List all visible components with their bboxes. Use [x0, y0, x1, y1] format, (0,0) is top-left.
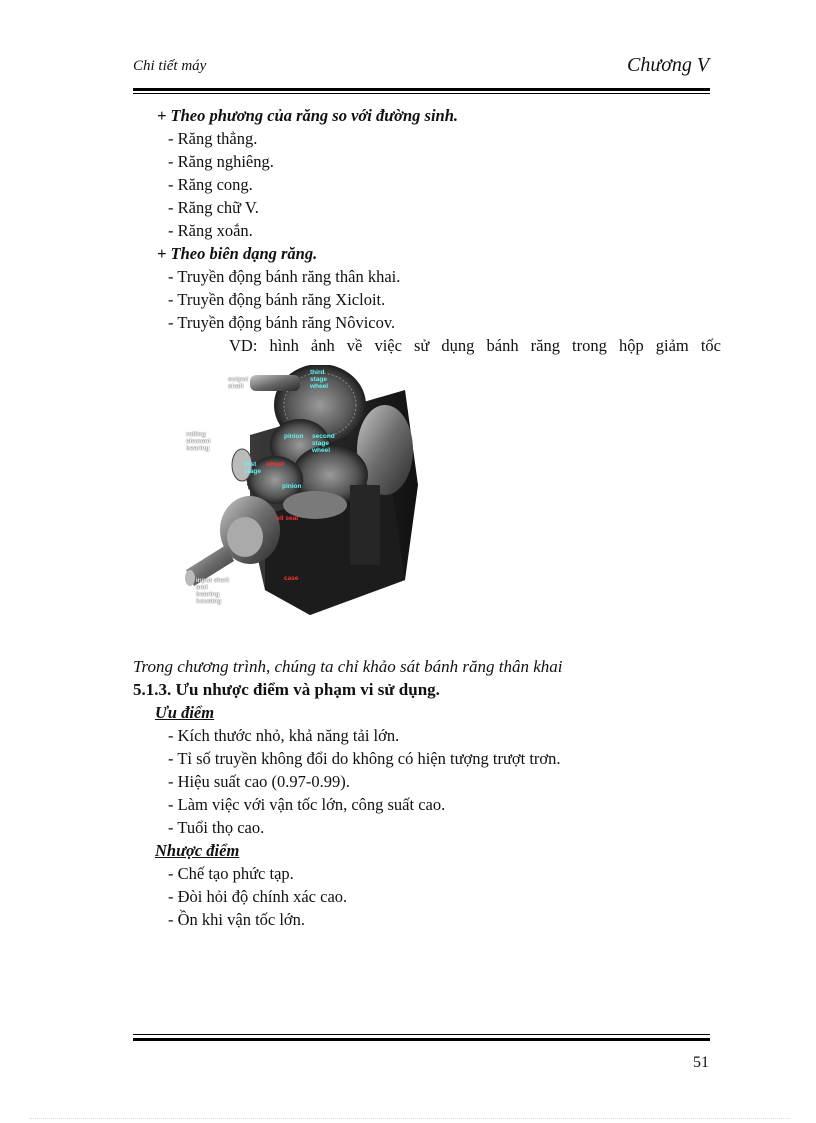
- list-item: - Làm việc với vận tốc lớn, công suất cao.: [168, 795, 446, 814]
- label-third-stage-wheel: third stage wheel: [310, 369, 329, 390]
- list-item: - Tuổi thọ cao.: [168, 818, 265, 837]
- page-number: 51: [693, 1054, 709, 1071]
- heading-tooth-direction: + Theo phương của răng so với đường sinh.: [157, 106, 459, 125]
- header-book-title: Chi tiết máy: [133, 58, 207, 74]
- heading-tooth-profile: + Theo biên dạng răng.: [157, 244, 318, 263]
- example-caption: VD: hình ảnh về việc sử dụng bánh răng trong hộp giảm tốc: [229, 336, 721, 355]
- footer-rule-thick: [133, 1038, 710, 1041]
- involute-note: Trong chương trình, chúng ta chỉ khảo sát bánh răng thân khai: [133, 657, 563, 676]
- footer-rule-thin: [133, 1034, 710, 1035]
- list-item: - Tỉ số truyền không đổi do không có hiện tượng trượt trơn.: [168, 749, 561, 768]
- label-case: case: [284, 575, 299, 582]
- advantages-title: Ưu điểm: [155, 703, 215, 722]
- list-item: - Truyền động bánh răng Nôvicov.: [168, 313, 396, 332]
- list-item: - Đòi hỏi độ chính xác cao.: [168, 887, 348, 906]
- label-oil-seal: oil seal: [276, 515, 299, 522]
- disadvantages-title: Nhược điểm: [155, 841, 240, 860]
- gearbox-figure: [180, 365, 420, 620]
- header-rule-thin: [133, 93, 710, 94]
- page-edge: [30, 1118, 790, 1119]
- list-item: - Ồn khi vận tốc lớn.: [168, 910, 306, 929]
- label-input-shaft: input shaft and bearing housing: [196, 577, 230, 605]
- list-item: - Truyền động bánh răng Xicloit.: [168, 290, 386, 309]
- label-second-stage-wheel: second stage wheel: [312, 433, 335, 454]
- label-wheel: wheel: [266, 461, 285, 468]
- list-item: - Hiệu suất cao (0.97-0.99).: [168, 772, 350, 791]
- list-item: - Truyền động bánh răng thân khai.: [168, 267, 401, 286]
- list-item: - Chế tạo phức tạp.: [168, 864, 294, 883]
- list-item: - Răng cong.: [168, 175, 253, 194]
- list-item: - Răng xoắn.: [168, 221, 253, 240]
- label-output-shaft: output shaft: [228, 376, 249, 390]
- header-chapter: Chương V: [627, 54, 710, 76]
- list-item: - Kích thước nhỏ, khả năng tải lớn.: [168, 726, 400, 745]
- label-pinion: pinion: [284, 433, 304, 440]
- list-item: - Răng thẳng.: [168, 129, 258, 148]
- list-item: - Răng nghiêng.: [168, 152, 274, 171]
- section-title: 5.1.3. Ưu nhược điểm và phạm vi sử dụng.: [133, 680, 440, 699]
- list-item: - Răng chữ V.: [168, 198, 259, 217]
- label-first-stage: first stage: [244, 461, 261, 475]
- label-pinion-first: pinion: [282, 483, 302, 490]
- header-rule-thick: [133, 88, 710, 91]
- label-rolling-bearing: rolling element bearing: [186, 431, 211, 452]
